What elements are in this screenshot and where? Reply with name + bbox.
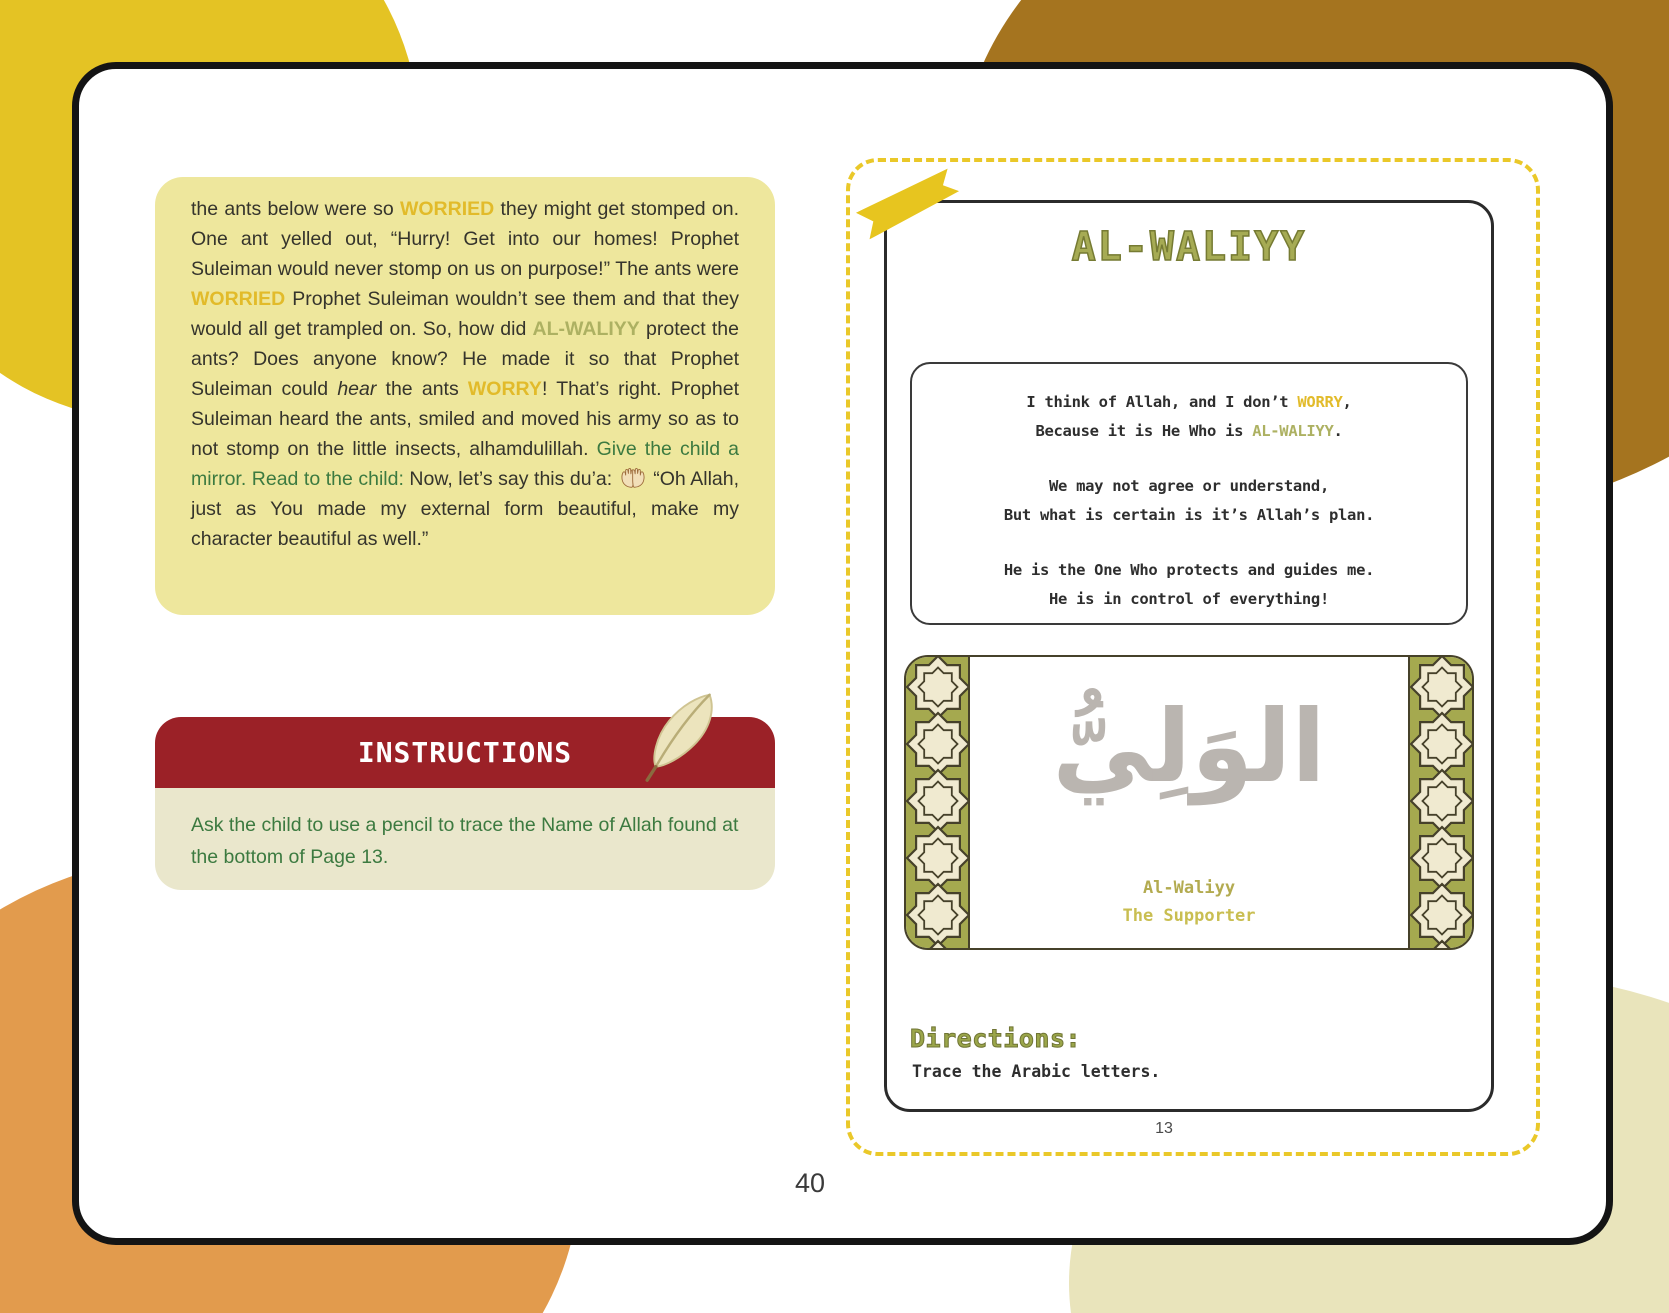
text-segment: , xyxy=(1342,393,1352,411)
poem-line xyxy=(912,501,1466,530)
instructions-body-text: Ask the child to use a pencil to trace the Name of Allah found at the bottom of Page 13. xyxy=(191,814,739,868)
directions-text: Trace the Arabic letters. xyxy=(912,1062,1161,1081)
instructions-title: INSTRUCTIONS xyxy=(357,736,573,769)
text-segment: the ants below were so xyxy=(191,198,400,220)
text-segment: Because it is He Who is xyxy=(1035,422,1253,440)
poem-line xyxy=(912,388,1466,417)
text-segment: AL-WALIYY xyxy=(1252,422,1334,440)
poem-stanza xyxy=(912,472,1466,530)
worksheet-title: AL-WALIYY xyxy=(1071,224,1307,270)
trace-meaning-label: The Supporter xyxy=(1122,906,1256,926)
instructions-body xyxy=(155,788,775,890)
text-segment: WORRIED xyxy=(399,198,495,220)
text-segment: He is the One Who protects and guides me. xyxy=(1003,561,1375,579)
trace-name-label: Al-Waliyy xyxy=(1142,878,1236,898)
text-segment: Prophet Suleiman wouldn’t see them and that they would all get trampled on. So, how did xyxy=(191,288,739,340)
text-segment: WORRY xyxy=(1297,393,1343,411)
quill-feather-icon xyxy=(627,689,723,785)
text-segment: Now, let’s say this du’a: xyxy=(409,468,618,490)
page-number-right: 13 xyxy=(1155,1120,1173,1137)
eight-point-star-pattern xyxy=(1410,657,1472,948)
page-number-left: 40 xyxy=(794,1168,826,1198)
tracing-center xyxy=(972,657,1406,948)
text-segment: Give the child a mirror. Read to the child: xyxy=(191,438,740,490)
star-border-right xyxy=(1408,657,1472,948)
text-segment: protect the ants? Does anyone know? He made it so that Prophet Suleiman could xyxy=(191,318,740,400)
text-segment: WORRY xyxy=(467,378,542,400)
poem-stanza xyxy=(912,556,1466,614)
tracing-box xyxy=(904,655,1474,950)
dua-hands-icon xyxy=(620,466,646,489)
poem-line xyxy=(912,417,1466,446)
directions-label: Directions: xyxy=(910,1024,1082,1053)
text-segment: We may not agree or understand, xyxy=(1049,477,1329,495)
text-segment: the ants xyxy=(376,378,468,400)
poem-line xyxy=(912,585,1466,614)
story-text xyxy=(191,194,739,554)
text-segment: AL-WALIYY xyxy=(532,318,640,340)
poem-line xyxy=(912,472,1466,501)
poem-line xyxy=(912,556,1466,585)
text-segment: WORRIED xyxy=(191,288,286,310)
eight-point-star-pattern xyxy=(906,657,970,948)
text-segment: “Oh Allah, just as You made my external form beautiful, make my character beautiful as well.” xyxy=(191,468,740,550)
story-box xyxy=(155,177,775,615)
text-segment: they might get stomped on. One ant yelled out, “Hurry! Get into our homes! Prophet Suleiman would never stomp on us on purpose!” The ants were xyxy=(191,198,739,280)
arabic-trace-word: الوَلِيُّ xyxy=(1052,688,1326,805)
poem-box xyxy=(910,362,1468,625)
text-segment: ! That’s right. Prophet Suleiman heard the ants, smiled and moved his army so as to not stomp on the little insects, alhamdulillah. xyxy=(191,378,739,460)
text-segment: I think of Allah, and I don’t xyxy=(1026,393,1298,411)
poem-stanza xyxy=(912,388,1466,446)
text-segment: But what is certain is it’s Allah’s plan. xyxy=(1003,506,1375,524)
text-segment: He is in control of everything! xyxy=(1049,590,1329,608)
text-segment: . xyxy=(1333,422,1343,440)
text-segment: hear xyxy=(337,378,377,400)
instructions-banner xyxy=(155,717,775,788)
star-border-left xyxy=(906,657,970,948)
